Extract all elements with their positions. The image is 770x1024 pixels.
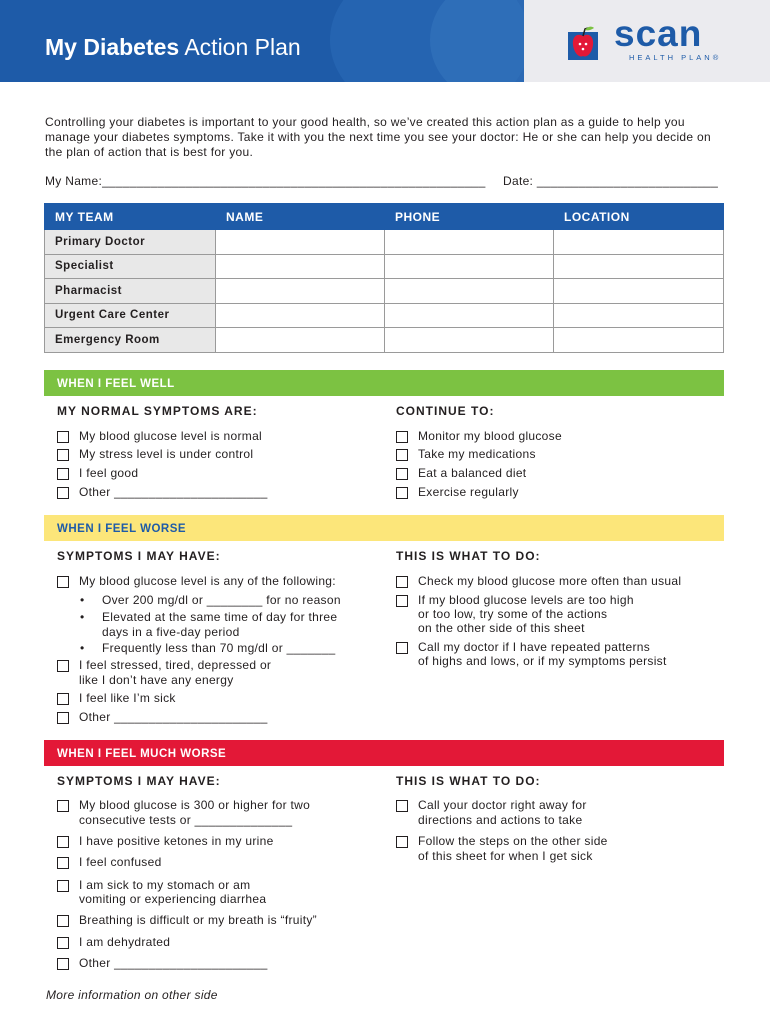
checkbox[interactable] xyxy=(57,915,69,927)
checkbox-label: Call my doctor if I have repeated patterns xyxy=(418,640,651,654)
checkbox-label: Follow the steps on the other side xyxy=(418,834,608,848)
checkbox-label: of this sheet for when I get sick xyxy=(418,849,593,863)
checkbox-label: I feel good xyxy=(79,466,139,480)
checkbox[interactable] xyxy=(57,576,69,588)
checkbox[interactable] xyxy=(57,449,69,461)
checkbox-label: Other ______________________ xyxy=(79,710,268,724)
checkbox[interactable] xyxy=(57,880,69,892)
section-heading: CONTINUE TO: xyxy=(396,404,495,418)
checkbox-label: My stress level is under control xyxy=(79,447,254,461)
role-cell: Pharmacist xyxy=(45,279,216,304)
location-cell[interactable] xyxy=(554,328,724,353)
checkbox[interactable] xyxy=(396,642,408,654)
role-cell: Primary Doctor xyxy=(45,230,216,255)
checkbox-label: I feel confused xyxy=(79,855,162,869)
intro-paragraph: Controlling your diabetes is important to your good health, so we’ve created this action plan as a guide to help you manage your diabetes symptoms. Take it with you the next time you see your doctor: He or she can help you decide on the plan of action that is best for you. xyxy=(45,115,711,159)
name-cell[interactable] xyxy=(216,279,385,304)
checkbox[interactable] xyxy=(57,800,69,812)
checkbox-label: Check my blood glucose more often than usual xyxy=(418,574,682,588)
checkbox[interactable] xyxy=(57,660,69,672)
checkbox-label: I am sick to my stomach or am xyxy=(79,878,251,892)
page-title: My Diabetes Action Plan xyxy=(45,34,301,60)
table-row xyxy=(45,279,724,304)
checkbox[interactable] xyxy=(57,958,69,970)
phone-cell[interactable] xyxy=(385,230,554,255)
location-cell[interactable] xyxy=(554,230,724,255)
phone-cell[interactable] xyxy=(385,303,554,328)
checkbox-label: My blood glucose level is any of the following: xyxy=(79,574,336,588)
name-cell[interactable] xyxy=(216,328,385,353)
checkbox-label: Breathing is difficult or my breath is “fruity” xyxy=(79,913,317,927)
checkbox-label: My blood glucose is 300 or higher for two xyxy=(79,798,311,812)
role-cell: Specialist xyxy=(45,254,216,279)
date-field[interactable]: Date: __________________________ xyxy=(503,174,719,188)
column-header: MY TEAM xyxy=(45,204,216,230)
checkbox-label: I feel like I’m sick xyxy=(79,691,176,705)
checkbox-label: Monitor my blood glucose xyxy=(418,429,562,443)
table-row xyxy=(45,328,724,353)
location-cell[interactable] xyxy=(554,303,724,328)
checkbox[interactable] xyxy=(57,431,69,443)
section-heading: SYMPTOMS I MAY HAVE: xyxy=(57,549,221,563)
checkbox-label: directions and actions to take xyxy=(418,813,583,827)
checkbox-label: If my blood glucose levels are too high xyxy=(418,593,634,607)
checkbox[interactable] xyxy=(396,449,408,461)
checkbox-label: or too low, try some of the actions xyxy=(418,607,608,621)
location-cell[interactable] xyxy=(554,279,724,304)
name-cell[interactable] xyxy=(216,303,385,328)
checkbox[interactable] xyxy=(57,487,69,499)
checkbox-label: Exercise regularly xyxy=(418,485,519,499)
checkbox[interactable] xyxy=(396,487,408,499)
section-band-worse: WHEN I FEEL WORSE xyxy=(44,515,724,541)
column-header: NAME xyxy=(216,204,385,230)
checkbox[interactable] xyxy=(57,468,69,480)
name-date-line xyxy=(45,174,725,190)
table-row xyxy=(45,254,724,279)
name-cell[interactable] xyxy=(216,254,385,279)
checkbox[interactable] xyxy=(57,712,69,724)
checkbox[interactable] xyxy=(396,836,408,848)
checkbox[interactable] xyxy=(396,595,408,607)
phone-cell[interactable] xyxy=(385,328,554,353)
header-banner xyxy=(0,0,524,82)
checkbox-label: I have positive ketones in my urine xyxy=(79,834,274,848)
checkbox-label: Call your doctor right away for xyxy=(418,798,587,812)
checkbox-label: of highs and lows, or if my symptoms persist xyxy=(418,654,667,668)
phone-cell[interactable] xyxy=(385,254,554,279)
checkbox-label: like I don’t have any energy xyxy=(79,673,234,687)
name-cell[interactable] xyxy=(216,230,385,255)
bullet-item: • Over 200 mg/dl or ________ for no reason xyxy=(102,593,341,608)
checkbox-label: Other ______________________ xyxy=(79,485,268,499)
checkbox-label: I feel stressed, tired, depressed or xyxy=(79,658,272,672)
role-cell: Emergency Room xyxy=(45,328,216,353)
section-heading: THIS IS WHAT TO DO: xyxy=(396,774,541,788)
name-field[interactable]: My Name:_______________________________________________________ xyxy=(45,174,486,188)
apple-logo-icon xyxy=(568,24,606,62)
checkbox[interactable] xyxy=(57,693,69,705)
table-header-row xyxy=(45,204,724,230)
checkbox-label: vomiting or experiencing diarrhea xyxy=(79,892,267,906)
checkbox[interactable] xyxy=(57,937,69,949)
table-row xyxy=(45,303,724,328)
logo-tagline: HEALTH PLAN® xyxy=(629,53,722,62)
checkbox[interactable] xyxy=(396,468,408,480)
checkbox[interactable] xyxy=(57,857,69,869)
phone-cell[interactable] xyxy=(385,279,554,304)
section-heading: SYMPTOMS I MAY HAVE: xyxy=(57,774,221,788)
team-table xyxy=(44,203,724,353)
checkbox[interactable] xyxy=(396,800,408,812)
location-cell[interactable] xyxy=(554,254,724,279)
section-heading: MY NORMAL SYMPTOMS ARE: xyxy=(57,404,258,418)
bullet-item: • Elevated at the same time of day for three xyxy=(102,610,337,625)
checkbox[interactable] xyxy=(396,431,408,443)
section-heading: THIS IS WHAT TO DO: xyxy=(396,549,541,563)
bullet-continuation: days in a five-day period xyxy=(102,625,240,639)
logo-area xyxy=(524,0,770,82)
checkbox-label: Eat a balanced diet xyxy=(418,466,527,480)
checkbox-label: Other ______________________ xyxy=(79,956,268,970)
checkbox-label: I am dehydrated xyxy=(79,935,171,949)
checkbox-label: consecutive tests or ______________ xyxy=(79,813,293,827)
role-cell: Urgent Care Center xyxy=(45,303,216,328)
checkbox[interactable] xyxy=(396,576,408,588)
bullet-item: • Frequently less than 70 mg/dl or _______ xyxy=(102,641,335,656)
section-band-well: WHEN I FEEL WELL xyxy=(44,370,724,396)
table-row xyxy=(45,230,724,255)
checkbox-label: on the other side of this sheet xyxy=(418,621,585,635)
checkbox-label: My blood glucose level is normal xyxy=(79,429,263,443)
checkbox-label: Take my medications xyxy=(418,447,536,461)
logo-wordmark: scan xyxy=(614,13,703,54)
section-band-much-worse: WHEN I FEEL MUCH WORSE xyxy=(44,740,724,766)
column-header: LOCATION xyxy=(554,204,724,230)
header-decoration xyxy=(430,0,524,82)
checkbox[interactable] xyxy=(57,836,69,848)
footer-note: More information on other side xyxy=(46,988,218,1002)
column-header: PHONE xyxy=(385,204,554,230)
